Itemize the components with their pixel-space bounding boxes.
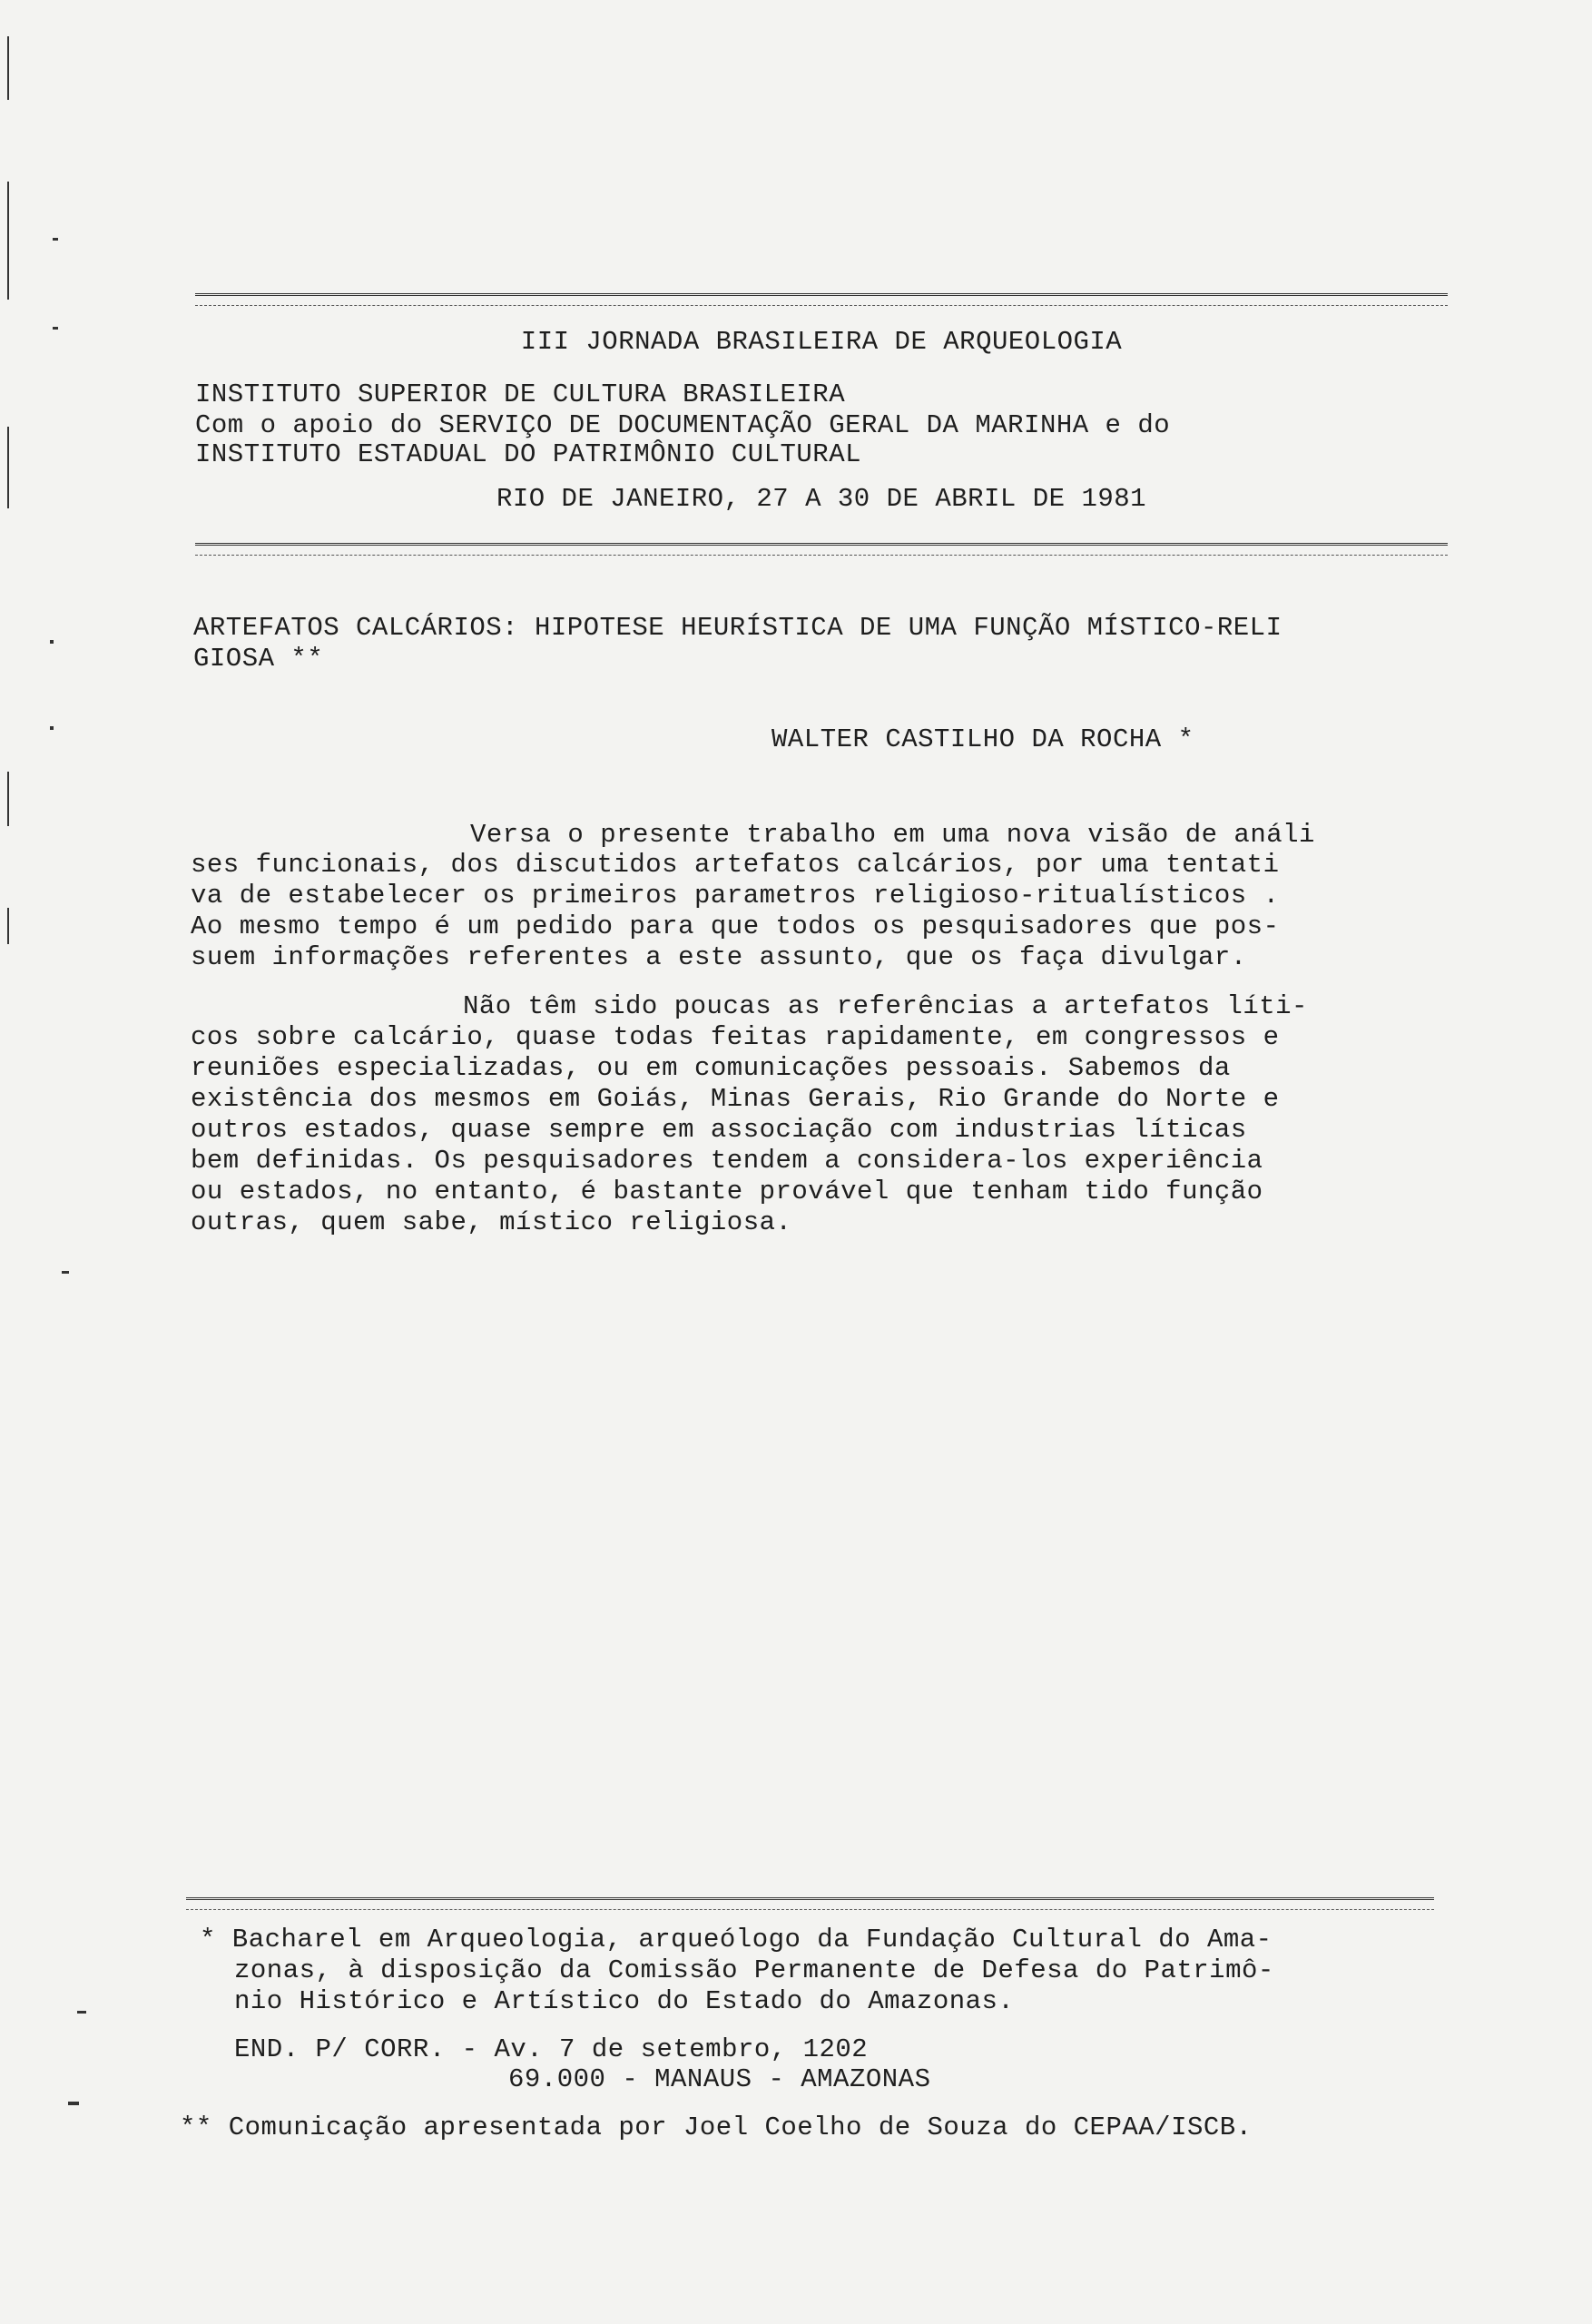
paragraph-2-line: outros estados, quase sempre em associação com industrias líticas	[191, 1115, 1247, 1145]
paragraph-1-line: suem informações referentes a este assunto, que os faça divulgar.	[191, 942, 1247, 972]
top-rule	[195, 293, 1448, 306]
paragraph-2-line: reuniões especializadas, ou em comunicações pessoais. Sabemos da	[191, 1053, 1231, 1083]
event-title: III JORNADA BRASILEIRA DE ARQUEOLOGIA	[520, 327, 1123, 357]
scan-mark	[7, 427, 9, 508]
scan-mark	[7, 36, 9, 100]
scan-mark	[7, 182, 9, 300]
paragraph-1-line: Ao mesmo tempo é um pedido para que todos os pesquisadores que pos-	[191, 911, 1280, 941]
scan-mark	[68, 2102, 79, 2105]
institute-name: INSTITUTO SUPERIOR DE CULTURA BRASILEIRA	[195, 379, 846, 409]
footnote-2: ** Comunicação apresentada por Joel Coelho de Souza do CEPAA/ISCB.	[180, 2112, 1253, 2142]
footnote-rule	[186, 1897, 1434, 1910]
footnote-1-line: zonas, à disposição da Comissão Permanente de Defesa do Patrimô-	[234, 1955, 1274, 1985]
header-bottom-rule	[195, 543, 1448, 556]
support-line-2: INSTITUTO ESTADUAL DO PATRIMÔNIO CULTURAL	[195, 439, 862, 469]
paragraph-2-line: bem definidas. Os pesquisadores tendem a considera-los experiência	[191, 1146, 1263, 1176]
address-line: END. P/ CORR. - Av. 7 de setembro, 1202	[234, 2034, 869, 2064]
paragraph-1-line: va de estabelecer os primeiros parametros religioso-ritualísticos .	[191, 881, 1280, 911]
scan-mark	[7, 772, 9, 826]
footnote-1-line: nio Histórico e Artístico do Estado do Amazonas.	[234, 1986, 1015, 2016]
scan-mark	[53, 238, 58, 241]
paper-title-line-2: GIOSA **	[193, 644, 324, 674]
paragraph-2-line: Não têm sido poucas as referências a artefatos líti-	[463, 991, 1308, 1021]
paragraph-1-line: Versa o presente trabalho em uma nova visão de análi	[470, 820, 1315, 850]
footnote-1-line: * Bacharel em Arqueologia, arqueólogo da Fundação Cultural do Ama-	[200, 1925, 1273, 1955]
paper-title-line-1: ARTEFATOS CALCÁRIOS: HIPOTESE HEURÍSTICA DE UMA FUNÇÃO MÍSTICO-RELI	[193, 613, 1282, 643]
paragraph-2-line: existência dos mesmos em Goiás, Minas Gerais, Rio Grande do Norte e	[191, 1084, 1280, 1114]
place-date: RIO DE JANEIRO, 27 A 30 DE ABRIL DE 1981	[496, 484, 1147, 514]
paragraph-2-line: cos sobre calcário, quase todas feitas rapidamente, em congressos e	[191, 1022, 1280, 1052]
scan-mark	[50, 726, 54, 730]
paragraph-2-line: ou estados, no entanto, é bastante provável que tenham tido função	[191, 1177, 1263, 1206]
paragraph-1-line: ses funcionais, dos discutidos artefatos calcários, por uma tentati	[191, 850, 1280, 880]
paragraph-2-line: outras, quem sabe, místico religiosa.	[191, 1207, 792, 1237]
author-name: WALTER CASTILHO DA ROCHA *	[771, 724, 1194, 754]
scan-mark	[7, 908, 9, 944]
scan-mark	[77, 2011, 86, 2014]
address-line: 69.000 - MANAUS - AMAZONAS	[508, 2064, 931, 2094]
support-line-1: Com o apoio do SERVIÇO DE DOCUMENTAÇÃO GERAL DA MARINHA e do	[195, 410, 1171, 440]
scan-mark	[62, 1271, 69, 1274]
scan-mark	[53, 327, 58, 330]
scan-mark	[50, 640, 54, 644]
